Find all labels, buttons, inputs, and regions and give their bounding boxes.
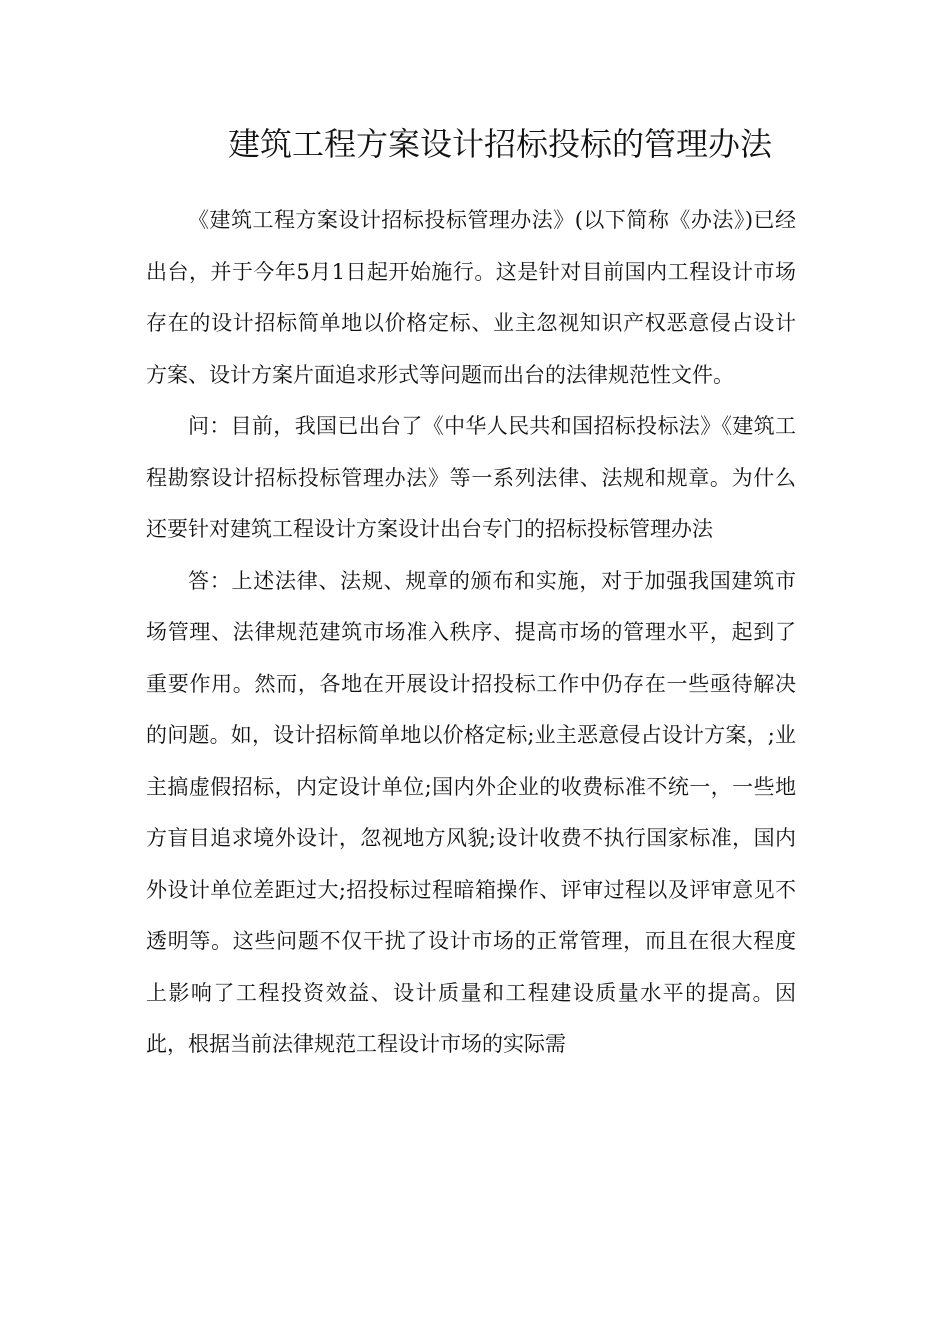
- document-body: [146, 195, 796, 1071]
- paragraph-intro: 《建筑工程方案设计招标投标管理办法》(以下简称《办法》)已经出台，并于今年5月1日起开始施行。这是针对目前国内工程设计市场存在的设计招标简单地以价格定标、业主忽视知识产权恶意侵占设计方案、设计方案片面追求形式等问题而出台的法律规范性文件。: [146, 208, 796, 387]
- paragraph-question: 问：目前，我国已出台了《中华人民共和国招标投标法》《建筑工程勘察设计招标投标管理办法》等一系列法律、法规和规章。为什么还要针对建筑工程设计方案设计出台专门的招标投标管理办法: [146, 414, 796, 541]
- paragraph-answer: 答：上述法律、法规、规章的颁布和实施，对于加强我国建筑市场管理、法律规范建筑市场准入秩序、提高市场的管理水平，起到了重要作用。然而，各地在开展设计招投标工作中仍存在一些亟待解决的问题。如，设计招标简单地以价格定标;业主恶意侵占设计方案，;业主搞虚假招标，内定设计单位;国内外企业的收费标准不统一，一些地方盲目追求境外设计，忽视地方风貌;设计收费不执行国家标准，国内外设计单位差距过大;招投标过程暗箱操作、评审过程以及评审意见不透明等。这些问题不仅干扰了设计市场的正常管理，而且在很大程度上影响了工程投资效益、设计质量和工程建设质量水平的提高。因此，根据当前法律规范工程设计市场的实际需: [146, 568, 796, 1056]
- document-title: 建筑工程方案设计招标投标的管理办法: [228, 125, 773, 163]
